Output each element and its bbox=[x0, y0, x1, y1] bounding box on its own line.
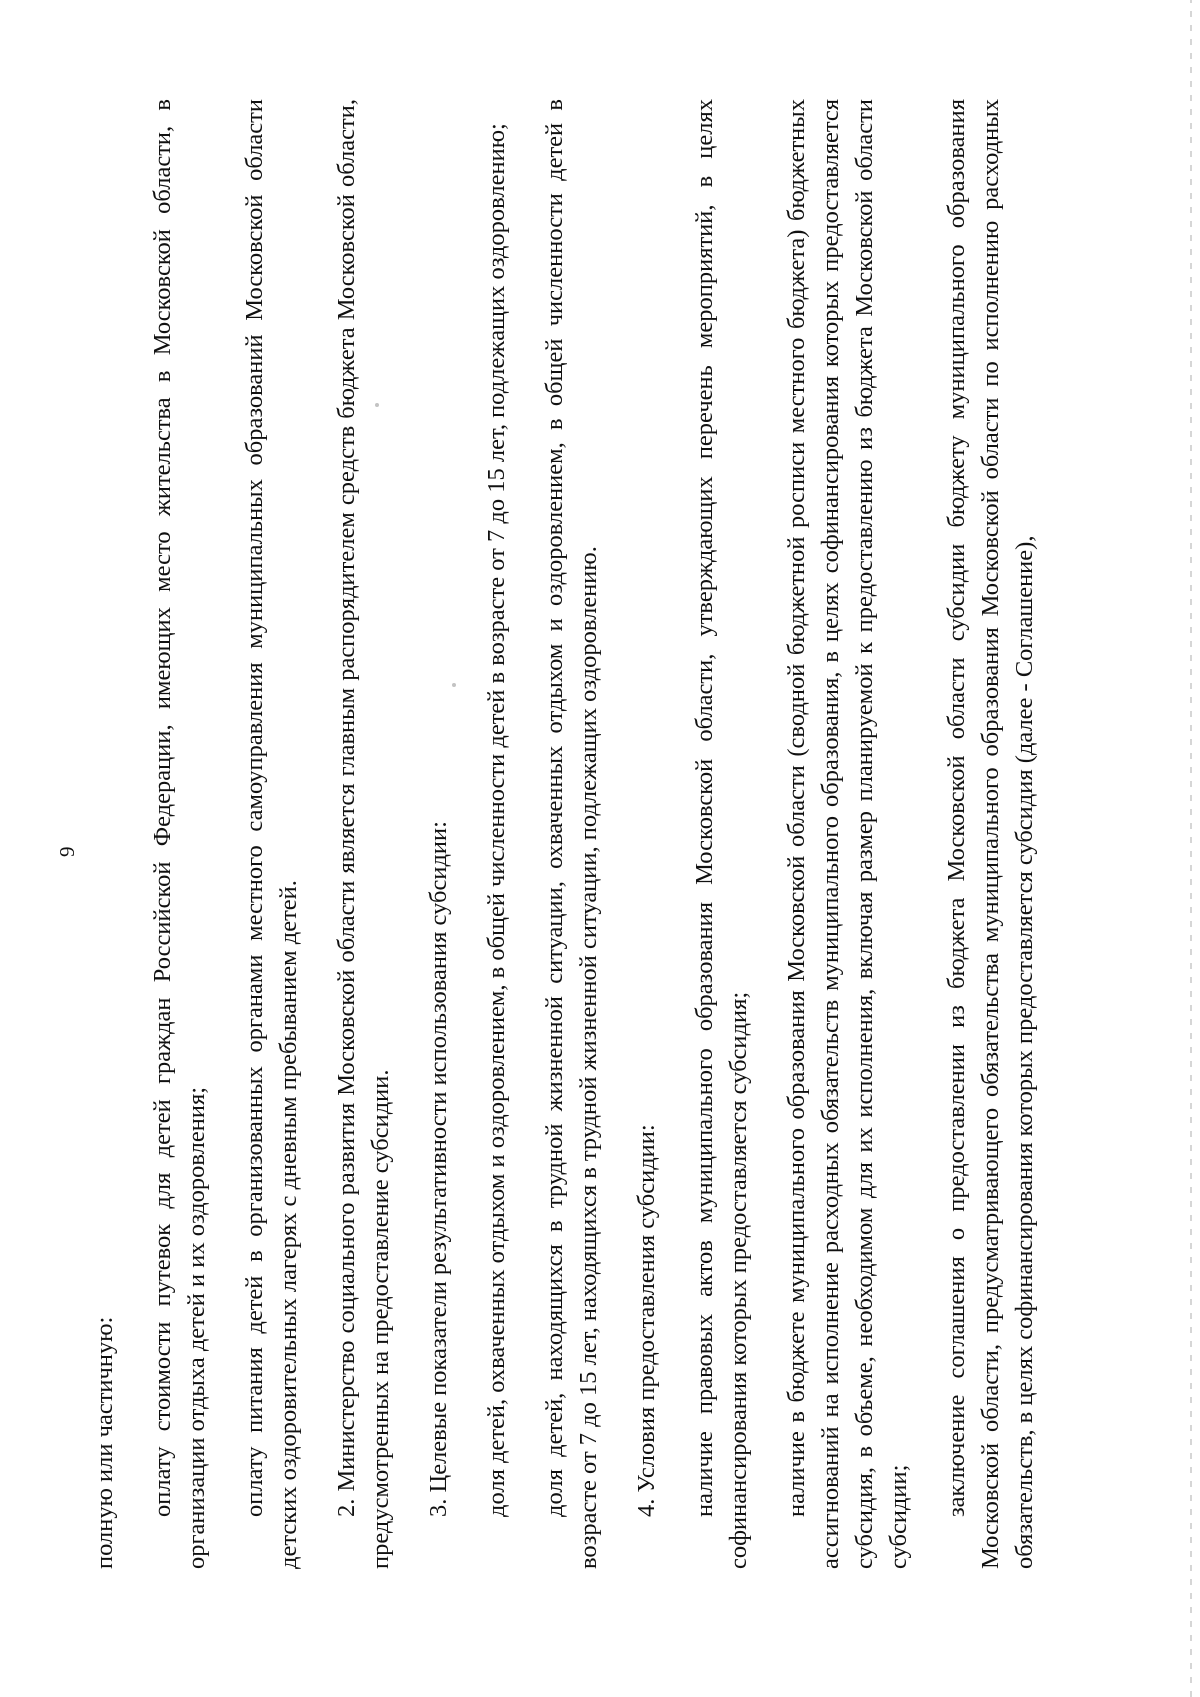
scan-speck bbox=[452, 683, 456, 687]
paragraph-voucher-payment: оплату стоимости путевок для детей граждан Российской Федерации, имеющих место жительства в Московской области, в организации отдыха детей и их оздоровления; bbox=[149, 99, 210, 1569]
paragraph-indicator-2: доля детей, находящихся в трудной жизненной ситуации, охваченных отдыхом и оздоровлением, в общей численности детей в возрасте от 7 до 15 лет, находящихся в трудной жизненной ситуации, подлежащих оздоровлению. bbox=[541, 99, 602, 1569]
paragraph-condition-1: наличие правовых актов муниципального образования Московской области, утверждающих перечень мероприятий, в целях софинансирования которых предоставляется субсидия; bbox=[691, 99, 752, 1569]
paragraph-condition-2: наличие в бюджете муниципального образования Московской области (сводной бюджетной росписи местного бюджета) бюджетных ассигнований на исполнение расходных обязательств муниципального образования, в целях софинансирования которых предоставляется субсидия, в объеме, необходимом для их исполнения, включая размер планируемой к предоставлению из бюджета Московской области субсидии; bbox=[783, 99, 912, 1569]
scan-speck bbox=[375, 403, 379, 407]
document-body bbox=[88, 99, 1066, 1569]
paragraph-section-4-heading: 4. Условия предоставления субсидии: bbox=[633, 1124, 660, 1517]
scan-edge-artifact bbox=[1190, 0, 1192, 1697]
paragraph-indicator-1: доля детей, охваченных отдыхом и оздоровлением, в общей численности детей в возрасте от 7 до 15 лет, подлежащих оздоровлению; bbox=[483, 123, 510, 1517]
paragraph-section-2: 2. Министерство социального развития Московской области является главным распорядителем средств бюджета Московской области, предусмотренных на предоставление субсидии. bbox=[333, 99, 394, 1569]
paragraph-condition-3: заключение соглашения о предоставлении из бюджета Московской области субсидии бюджету муниципального образования Московской области, предусматривающего обязательства муниципального образования Московской области по исполнению расходных обязательств, в целях софинансирования которых предоставляется субсидия (далее - Соглашение), bbox=[943, 99, 1038, 1569]
paragraph-section-3-heading: 3. Целевые показатели результативности использования субсидии: bbox=[425, 821, 452, 1517]
paragraph-intro: полную или частичную: bbox=[91, 1316, 118, 1569]
page-number: 9 bbox=[55, 846, 79, 857]
paragraph-meal-payment: оплату питания детей в организованных органами местного самоуправления муниципальных образований Московской области детских оздоровительных лагерях с дневным пребыванием детей. bbox=[241, 99, 302, 1569]
